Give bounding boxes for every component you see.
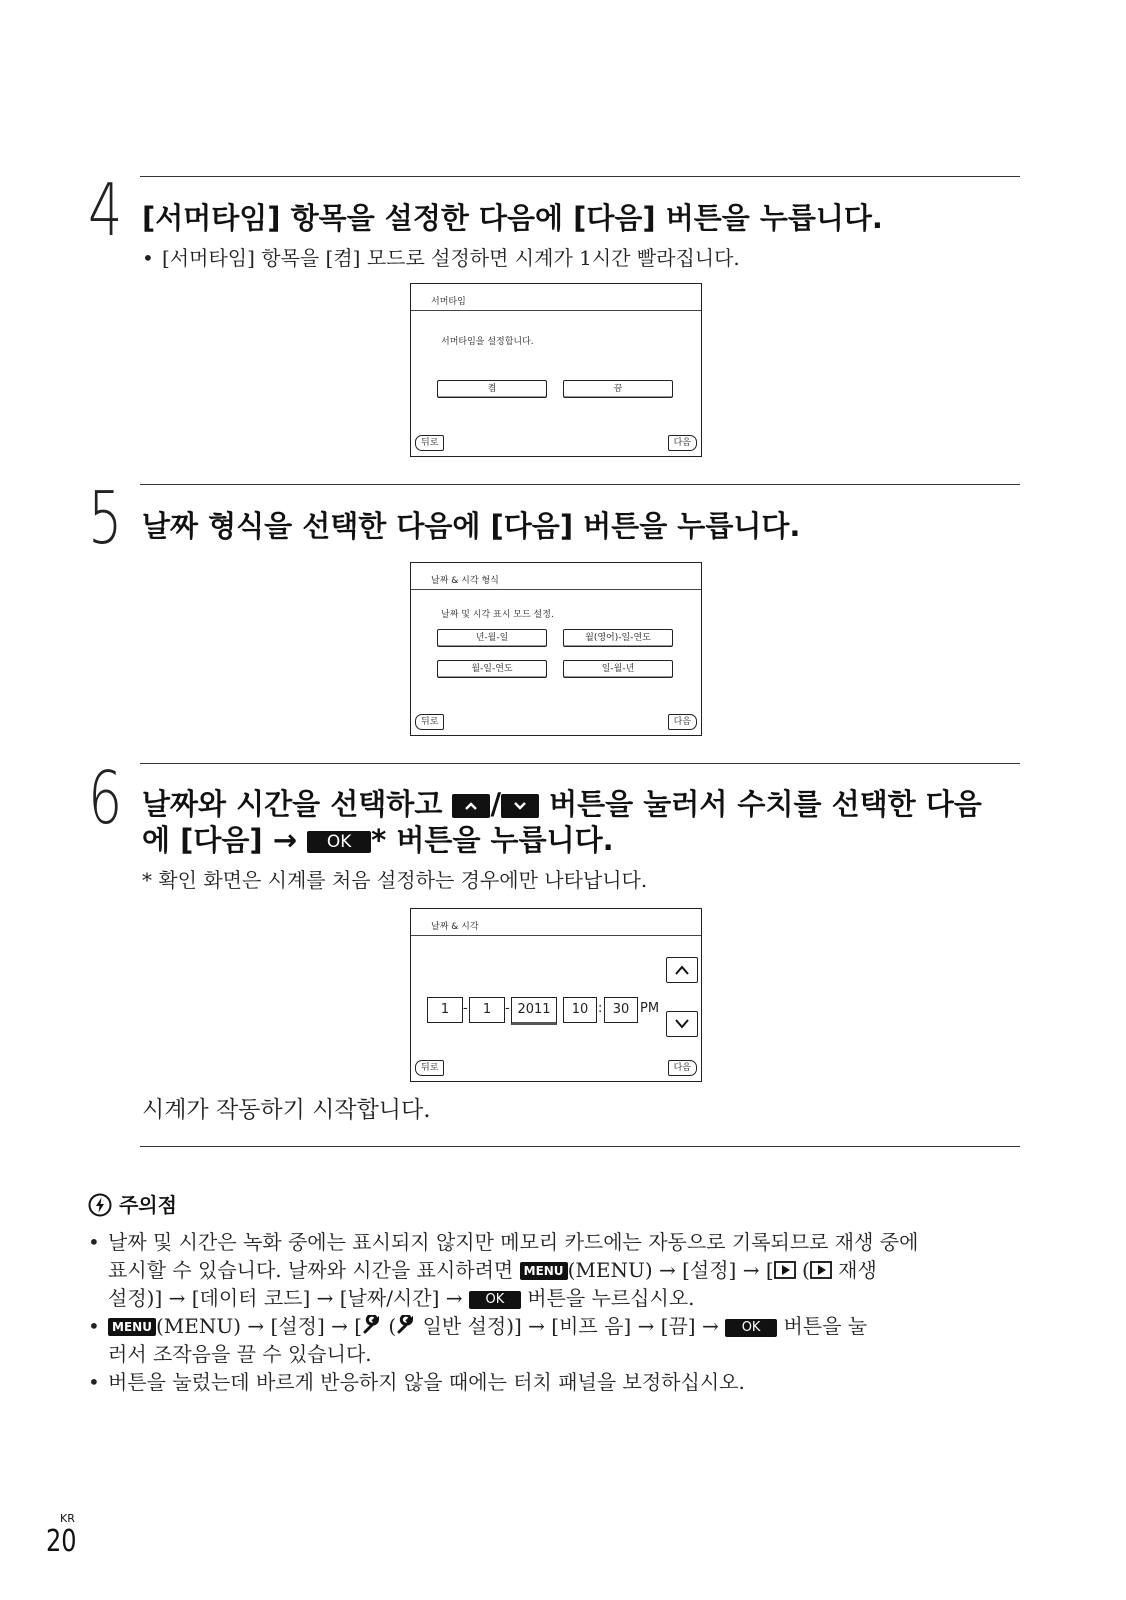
year-field[interactable]: 2011 (511, 997, 557, 1025)
screen-title: 날짜 & 시각 형식 (431, 576, 499, 586)
step6-result: 시계가 작동하기 시작합니다. (142, 1097, 431, 1123)
date-separator: - (505, 1001, 510, 1016)
step6-heading-text-c: 에 [다음] → (142, 823, 298, 857)
caution-icon (88, 1193, 112, 1217)
minute-field[interactable]: 30 (604, 997, 638, 1023)
section-end-rule (140, 1146, 1020, 1147)
ok-key-icon: OK (469, 1291, 521, 1309)
bullet-dot: • (88, 1314, 100, 1338)
page-number: 20 (46, 1524, 77, 1559)
back-button[interactable]: 뒤로 (415, 435, 444, 451)
caution-text: ( (795, 1258, 810, 1282)
step5-rule (140, 484, 1020, 485)
step6-rule (140, 763, 1020, 764)
hour-field[interactable]: 10 (563, 997, 597, 1023)
caution-b2-line2: 러서 조작음을 끌 수 있습니다. (108, 1342, 372, 1366)
time-separator: : (598, 1001, 603, 1016)
step6-heading-text-a: 날짜와 시간을 선택하고 (142, 787, 443, 821)
caution-b2-line1 (108, 1312, 867, 1340)
format-mdy-button[interactable]: 월-일-연도 (437, 660, 547, 678)
day-field[interactable]: 1 (469, 997, 505, 1023)
next-button[interactable]: 다음 (668, 714, 697, 730)
format-mdy-english-button[interactable]: 월(영어)-일-연도 (563, 629, 673, 647)
screen-title: 날짜 & 시각 (431, 922, 479, 932)
caution-text: (MENU) → [설정] → [ (156, 1314, 363, 1338)
chevron-down-icon (674, 1019, 690, 1029)
caution-text: ( (382, 1314, 397, 1338)
screen-message: 날짜 및 시각 표시 모드 설정. (441, 610, 554, 620)
caution-b1-line2 (108, 1256, 918, 1284)
bullet-dot: • (88, 1370, 100, 1394)
caution-text: (MENU) → [설정] → [ (567, 1258, 774, 1282)
step5-number: 5 (88, 476, 123, 560)
date-format-screen (410, 562, 702, 736)
step4-bullet (142, 244, 740, 272)
menu-key-icon: MENU (520, 1262, 568, 1280)
caution-title: 주의점 (118, 1193, 177, 1217)
slash: / (490, 787, 502, 821)
ampm-label: PM (640, 1001, 660, 1016)
caution-bullet-1 (88, 1228, 919, 1312)
date-separator: - (463, 1001, 468, 1016)
step6-heading-line1 (142, 786, 982, 822)
bullet-dot: • (88, 1230, 100, 1254)
playback-icon (810, 1261, 832, 1279)
bullet-dot: • (142, 246, 154, 270)
caution-bullet-3 (88, 1368, 745, 1396)
format-ymd-button[interactable]: 년-월-일 (437, 629, 547, 647)
caution-text: 재생 (831, 1258, 877, 1282)
wrench-icon (362, 1315, 382, 1335)
caution-bullet-2 (88, 1312, 868, 1368)
step4-number: 4 (88, 168, 123, 252)
step5-heading: 날짜 형식을 선택한 다음에 [다음] 버튼을 누릅니다. (142, 509, 801, 543)
caution-text: 버튼을 누르십시오. (520, 1286, 695, 1310)
step4-rule (140, 176, 1020, 177)
caution-text: 표시할 수 있습니다. 날짜와 시간을 표시하려면 (108, 1258, 514, 1282)
step6-number: 6 (88, 756, 123, 840)
summertime-off-button[interactable]: 끔 (563, 380, 673, 398)
down-key-icon (501, 794, 539, 818)
caution-text: 버튼을 눌 (777, 1314, 868, 1338)
step4-bullet-text: [서머타임] 항목을 [켬] 모드로 설정하면 시계가 1시간 빨라집니다. (162, 246, 740, 270)
screen-divider (411, 310, 701, 311)
caution-b1-line3 (108, 1284, 918, 1312)
wrench-icon (396, 1315, 416, 1335)
back-button[interactable]: 뒤로 (415, 1060, 444, 1076)
step6-heading-text-b: 버튼을 눌러서 수치를 선택한 다음 (549, 787, 982, 821)
step4-heading: [서머타임] 항목을 설정한 다음에 [다음] 버튼을 누릅니다. (142, 201, 883, 235)
date-time-screen (410, 908, 702, 1082)
ok-key-icon: OK (307, 831, 371, 853)
screen-divider (411, 935, 701, 936)
decrease-button[interactable] (666, 1011, 698, 1037)
menu-key-icon: MENU (108, 1318, 156, 1336)
caution-b1-line1: 날짜 및 시간은 녹화 중에는 표시되지 않지만 메모리 카드에는 자동으로 기록되므로 재생 중에 (108, 1230, 919, 1254)
language-code: KR (60, 1512, 75, 1525)
increase-button[interactable] (666, 957, 698, 983)
next-button[interactable]: 다음 (668, 435, 697, 451)
screen-title: 서머타임 (431, 297, 466, 307)
back-button[interactable]: 뒤로 (415, 714, 444, 730)
caution-text: 일반 설정)] → [비프 음] → [끔] → (416, 1314, 719, 1338)
screen-divider (411, 589, 701, 590)
caution-text: 설정)] → [데이터 코드] → [날짜/시간] → (108, 1286, 463, 1310)
summertime-on-button[interactable]: 켬 (437, 380, 547, 398)
next-button[interactable]: 다음 (668, 1060, 697, 1076)
month-field[interactable]: 1 (427, 997, 463, 1023)
screen-message: 서머타임을 설정합니다. (441, 337, 534, 347)
summertime-screen (410, 283, 702, 457)
ok-key-icon: OK (725, 1319, 777, 1337)
step6-footnote: * 확인 화면은 시계를 처음 설정하는 경우에만 나타납니다. (142, 868, 648, 892)
format-dmy-button[interactable]: 일-월-년 (563, 660, 673, 678)
chevron-up-icon (674, 965, 690, 975)
step6-heading-text-d: * 버튼을 누릅니다. (371, 823, 614, 857)
caution-heading (88, 1192, 177, 1218)
up-key-icon (452, 794, 490, 818)
playback-icon (774, 1261, 796, 1279)
step6-heading-line2 (142, 822, 614, 858)
caution-b3: 버튼을 눌렀는데 바르게 반응하지 않을 때에는 터치 패널을 보정하십시오. (108, 1370, 745, 1394)
